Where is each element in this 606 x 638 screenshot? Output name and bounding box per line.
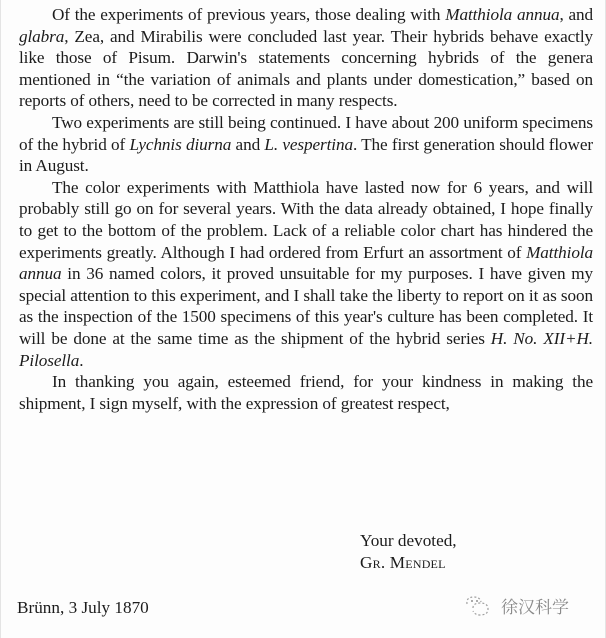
species-name: L. vespertina	[264, 134, 353, 154]
wechat-logo-icon	[463, 594, 491, 618]
species-name: Matthiola annua	[19, 242, 593, 284]
watermark-text: 徐汉科学	[501, 598, 569, 618]
text-segment: Two experiments are still being continued. I have about 200 uniform specimens of the hybrid of	[19, 112, 593, 154]
species-name: glabra	[19, 26, 65, 46]
hybrid-series-name: H. No. XII+H. Pilosella	[19, 328, 593, 370]
text-segment: , and	[559, 5, 593, 24]
paragraph-2	[19, 112, 593, 177]
closing-salutation: Your devoted,	[360, 531, 457, 550]
text-segment: in 36 named colors, it proved unsuitable for my purposes. I have given my special attention to this experiment, and I shall take the liberty to report on it as soon as the inspection of the 1500 specimens of this year's culture has been completed. It will be done at the same time as the shipment of the hybrid series	[19, 264, 593, 348]
text-segment: , Zea, and Mirabilis were concluded last year. Their hybrids behave exactly like those of Pisum. Darwin's statements concerning hybrids of the genera mentioned in “the variation of animals and plants under domestication,” based on reports of others, need to be corrected in many respects.	[19, 26, 593, 111]
dateline: Brünn, 3 July 1870	[17, 598, 149, 617]
text-segment: The color experiments with Matthiola have lasted now for 6 years, and will probably still go on for several years. With the data already obtained, I hope finally to get to the bottom of the problem. Lack of a reliable color chart has hindered the experiments greatly. Although I had ordered from Erfurt an assortment of	[19, 177, 593, 262]
paragraph-4	[19, 371, 593, 414]
paragraph-1	[19, 4, 593, 112]
text-segment: . The first generation should flower in August.	[19, 134, 594, 176]
text-segment: and	[231, 134, 265, 154]
text-segment: Of the experiments of previous years, those dealing with	[52, 5, 446, 24]
species-name: Lychnis diurna	[129, 134, 232, 154]
species-name: Matthiola annua	[445, 5, 560, 24]
signature: Gr. Mendel	[360, 553, 446, 572]
letter-body	[19, 4, 593, 414]
closing-block	[360, 530, 457, 574]
text-segment: .	[79, 350, 84, 370]
paragraph-3	[19, 177, 593, 371]
watermark	[463, 593, 569, 618]
text-segment: In thanking you again, esteemed friend, for your kindness in making the shipment, I sign myself, with the expression of greatest respect,	[19, 372, 593, 413]
